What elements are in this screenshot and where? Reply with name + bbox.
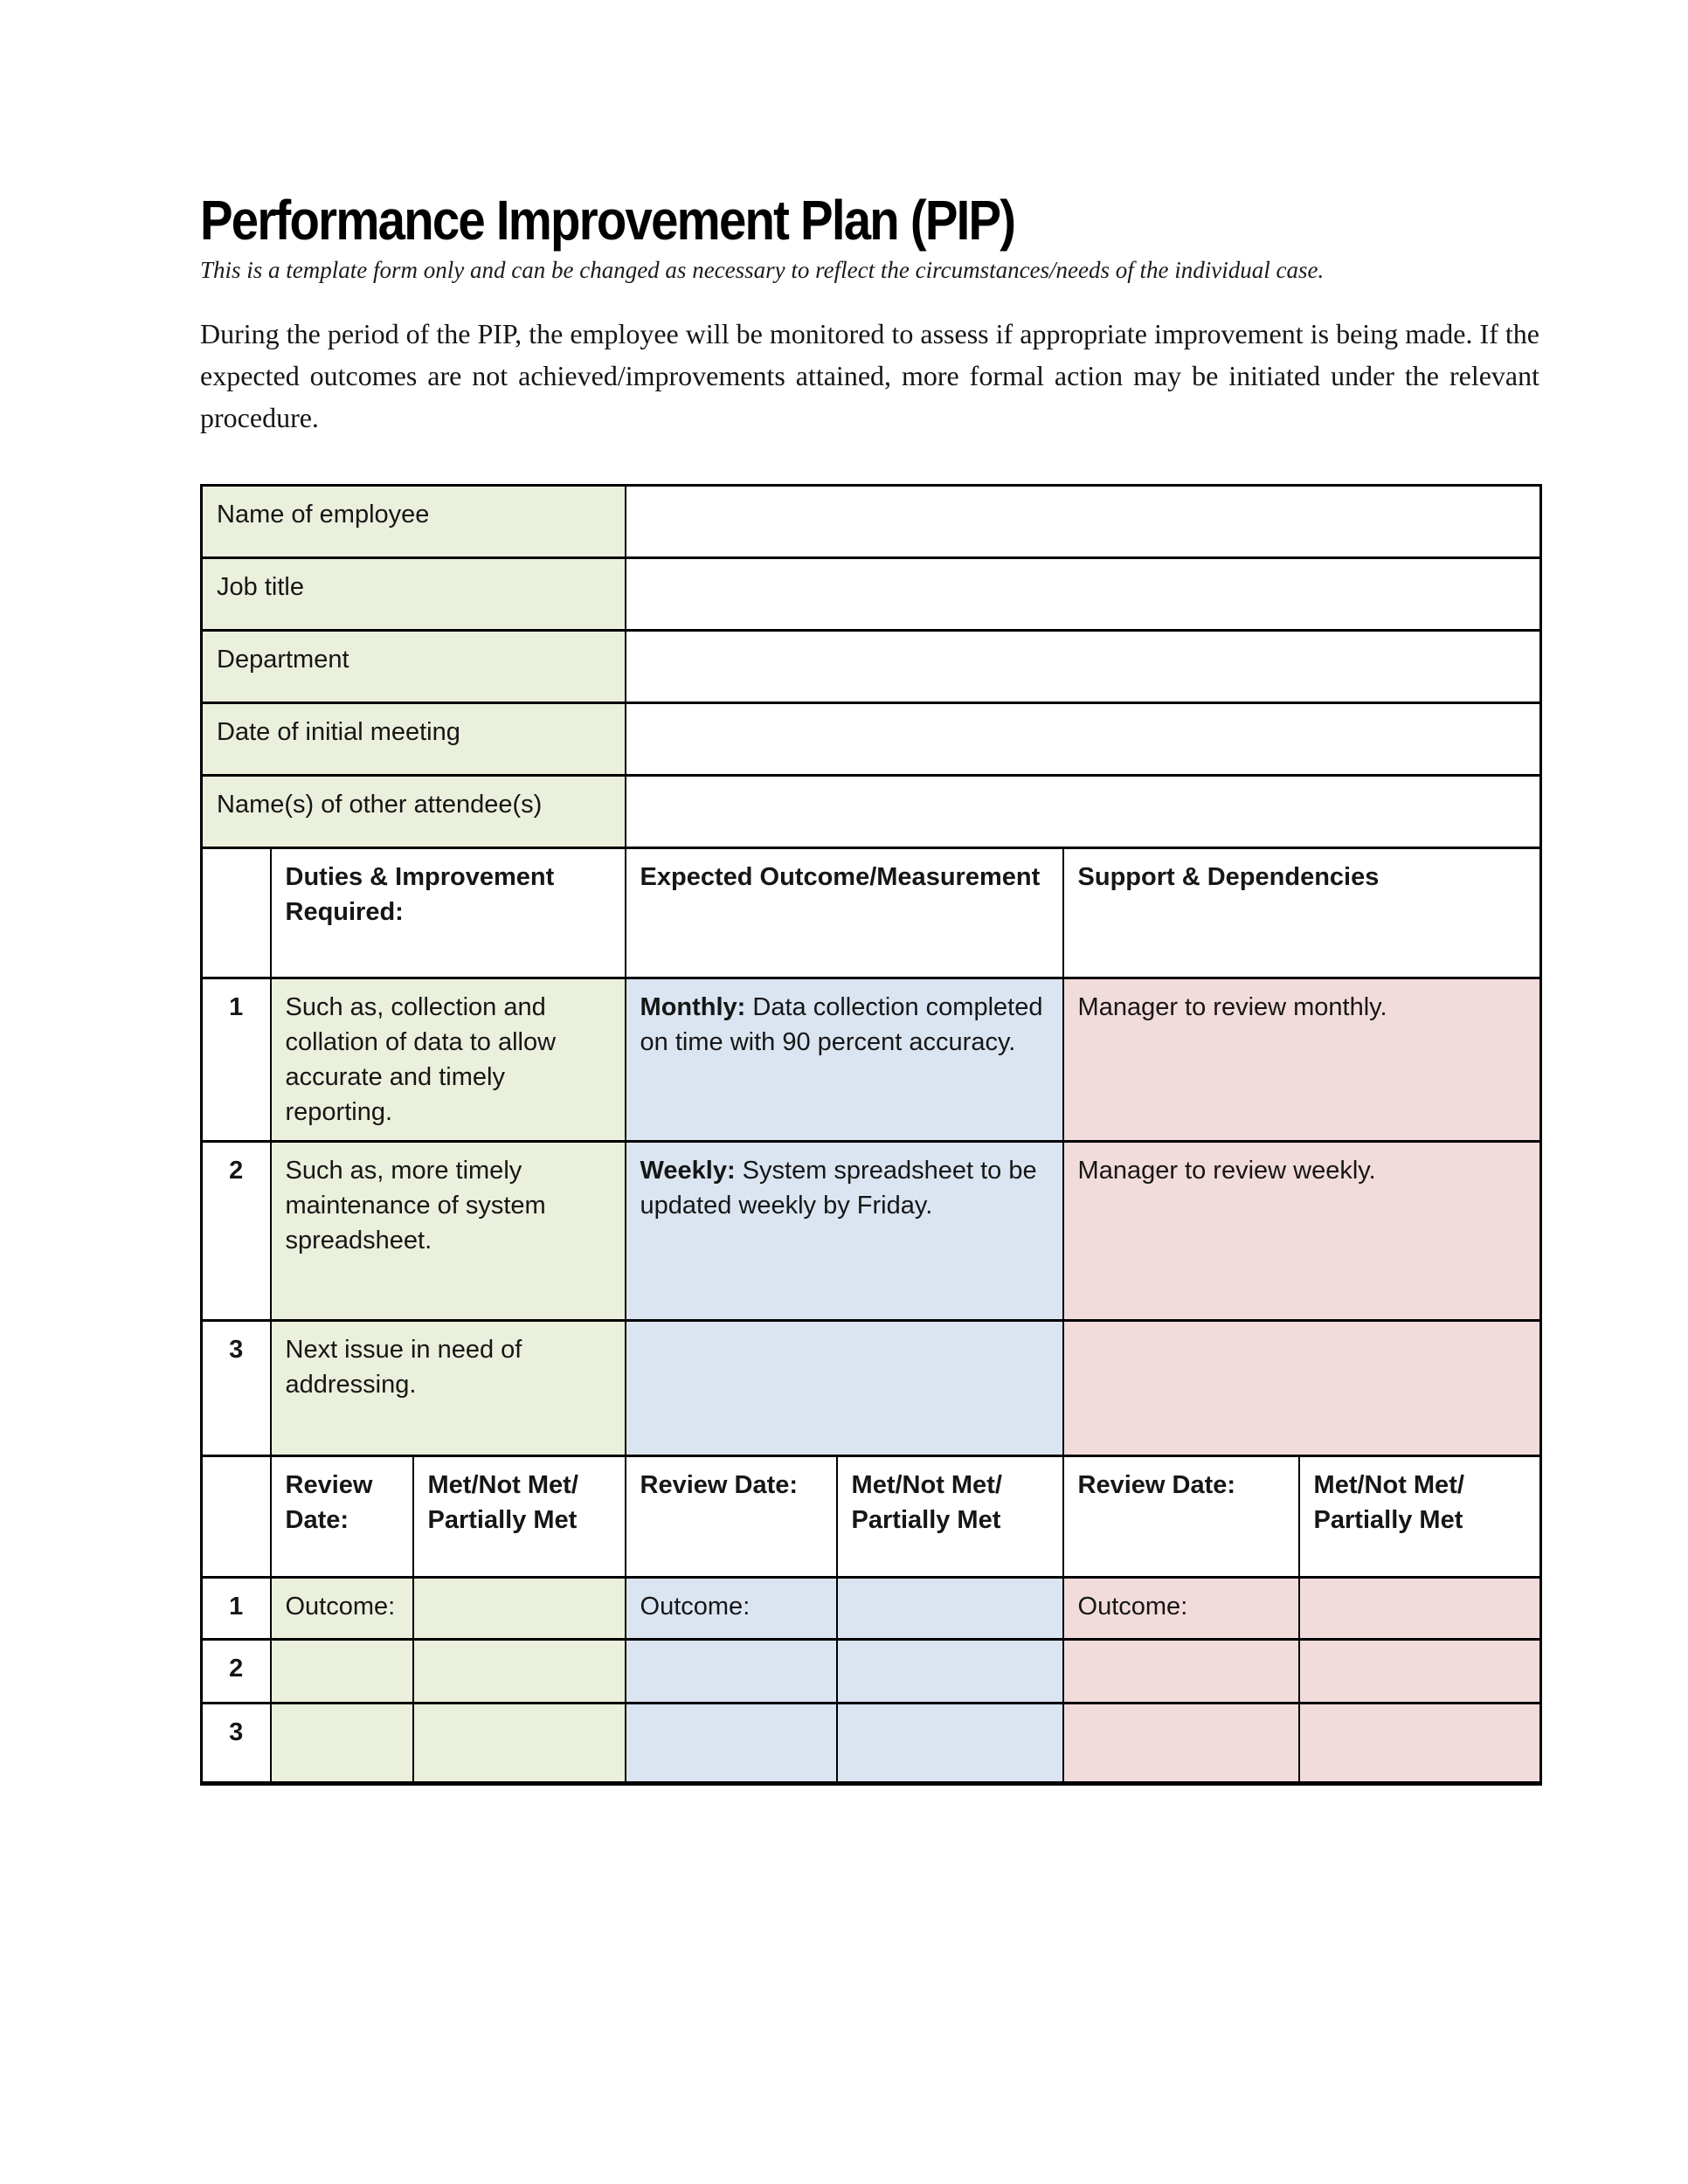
review-row-3-outcome-cell-3[interactable] [1063,1704,1299,1784]
plan-row-3 [202,1321,1541,1456]
review-row-2-met-cell-1[interactable] [413,1640,626,1704]
plan-row-1-support: Manager to review monthly. [1063,978,1541,1142]
review-header-met-3: Met/Not Met/ Partially Met [1299,1456,1541,1578]
page-subtitle: This is a template form only and can be changed as necessary to reflect the circumstances/needs of the individual case. [200,257,1325,283]
review-row-3-outcome-cell-2[interactable] [626,1704,837,1784]
plan-row-2 [202,1142,1541,1321]
review-header-met-1: Met/Not Met/ Partially Met [413,1456,626,1578]
plan-row-2-number: 2 [202,1142,271,1321]
info-row-job-title [202,558,1541,631]
info-value-department[interactable] [626,631,1541,703]
review-row-1-number: 1 [202,1578,271,1640]
plan-row-1-expected-frequency: Monthly: [640,993,746,1021]
info-label-department: Department [202,631,626,703]
review-row-1-outcome-label-3[interactable] [1063,1578,1299,1640]
review-row-3-met-cell-1[interactable] [413,1704,626,1784]
plan-row-2-expected-detail: System spreadsheet to be updated weekly by Friday. [640,1157,1037,1220]
plan-header-support: Support & Dependencies [1063,848,1541,978]
info-row-department [202,631,1541,703]
info-label-other-attendees: Name(s) of other attendee(s) [202,776,626,848]
plan-row-2-expected-frequency: Weekly: [640,1157,736,1185]
info-value-name-of-employee[interactable] [626,486,1541,558]
plan-row-1-duty: Such as, collection and collation of data to allow accurate and timely reporting. [271,978,626,1142]
review-row-1-outcome-label-2[interactable] [626,1578,837,1640]
review-row-3-outcome-cell-1[interactable] [271,1704,413,1784]
plan-row-1-expected-detail: Data collection completed on time with 90 percent accuracy. [640,993,1043,1056]
review-row-1 [202,1578,1541,1640]
review-row-2-outcome-cell-3[interactable] [1063,1640,1299,1704]
intro-paragraph: During the period of the PIP, the employee will be monitored to assess if appropriate improvement is being made. If the expected outcomes are not achieved/improvements attained, more formal action may be initiated under the relevant procedure. [200,318,1539,433]
outcome-label: Outcome: [640,1593,751,1621]
review-header-met-2: Met/Not Met/ Partially Met [837,1456,1063,1578]
review-row-3-number: 3 [202,1704,271,1784]
info-label-job-title: Job title [202,558,626,631]
review-header-date-1: Review Date: [271,1456,413,1578]
page-title: Performance Improvement Plan (PIP) [200,189,1015,252]
review-row-1-met-cell-3[interactable] [1299,1578,1541,1640]
review-header-num-cell [202,1456,271,1578]
review-header-date-2: Review Date: [626,1456,837,1578]
review-row-2-outcome-cell-2[interactable] [626,1640,837,1704]
plan-row-2-duty: Such as, more timely maintenance of system spreadsheet. [271,1142,626,1321]
plan-header-duties: Duties & Improvement Required: [271,848,626,978]
info-value-initial-meeting-date[interactable] [626,703,1541,776]
review-row-3-met-cell-3[interactable] [1299,1704,1541,1784]
review-row-2-number: 2 [202,1640,271,1704]
plan-row-2-support: Manager to review weekly. [1063,1142,1541,1321]
plan-row-3-duty: Next issue in need of addressing. [271,1321,626,1456]
info-value-job-title[interactable] [626,558,1541,631]
review-row-2-met-cell-3[interactable] [1299,1640,1541,1704]
outcome-label: Outcome: [1077,1593,1188,1621]
info-value-other-attendees[interactable] [626,776,1541,848]
plan-row-3-expected[interactable] [626,1321,1063,1456]
review-header-row [202,1456,1541,1578]
outcome-label: Outcome: [285,1593,396,1621]
review-row-1-met-cell-1[interactable] [413,1578,626,1640]
plan-row-1 [202,978,1541,1142]
plan-row-1-expected [626,978,1063,1142]
plan-header-row [202,848,1541,978]
review-header-date-3: Review Date: [1063,1456,1299,1578]
pip-form-table [200,484,1542,1786]
info-row-other-attendees [202,776,1541,848]
plan-row-2-expected [626,1142,1063,1321]
plan-row-3-support[interactable] [1063,1321,1541,1456]
plan-row-3-number: 3 [202,1321,271,1456]
plan-row-1-number: 1 [202,978,271,1142]
info-row-initial-meeting-date [202,703,1541,776]
review-row-1-met-cell-2[interactable] [837,1578,1063,1640]
review-row-2 [202,1640,1541,1704]
info-label-initial-meeting-date: Date of initial meeting [202,703,626,776]
review-row-2-outcome-cell-1[interactable] [271,1640,413,1704]
plan-header-num-cell [202,848,271,978]
info-label-name-of-employee: Name of employee [202,486,626,558]
info-row-name [202,486,1541,558]
review-row-1-outcome-label-1[interactable] [271,1578,413,1640]
review-row-3 [202,1704,1541,1784]
review-row-3-met-cell-2[interactable] [837,1704,1063,1784]
plan-header-expected: Expected Outcome/Measurement [626,848,1063,978]
review-row-2-met-cell-2[interactable] [837,1640,1063,1704]
